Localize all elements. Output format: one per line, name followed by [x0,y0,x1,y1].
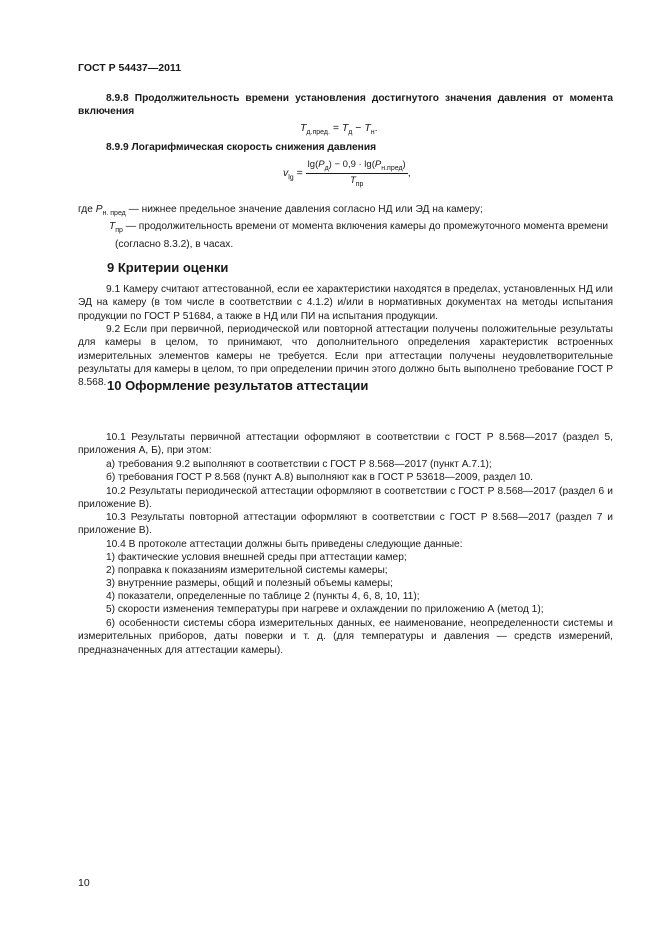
list-item-3: 3) внутренние размеры, общий и полезный объемы камеры; [106,578,393,589]
paragraph-10-1: 10.1 Результаты первичной аттестации оформляют в соответствии с ГОСТ Р 8.568—2017 (раздел 5, приложения А, Б), при этом: [78,432,613,457]
paragraph-10-4: 10.4 В протоколе аттестации должны быть приведены следующие данные: [106,539,463,550]
paragraph-10-2: 10.2 Результаты периодической аттестации оформляют в соответствии с ГОСТ Р 8.568—2017 (раздел 6 и приложение В). [78,486,613,511]
page-number: 10 [78,877,90,889]
list-item-5: 5) скорости изменения температуры при нагреве и охлаждении по приложению А (метод 1); [106,604,544,615]
section-8-9-9: 8.9.9 Логарифмическая скорость снижения давления [106,142,377,153]
paragraph-9-1: 9.1 Камеру считают аттестованной, если ее характеристики находятся в пределах, установленных НД или ЭД на камеру (в том числе в соответствии с 4.1.2) и/или в нормативных документах на методы испытания продукции по ГОСТ Р 51684, а также в НД или ПИ на испытания продукции. [78,284,613,322]
paragraph-9-2: 9.2 Если при первичной, периодической или повторной аттестации получены положительные результаты для камеры в целом, то принимают, что дополнительного определения характеристик встроенных измерительных элементов камеры не требуется. Если при аттестации получены неудовлетворительные результаты для камеры в целом, то при определении причин этого должно быть выполнено требование ГОСТ Р 8.568. [78,324,613,389]
paragraph-10-3: 10.3 Результаты повторной аттестации оформляют в соответствии с ГОСТ Р 8.568—2017 (раздел 7 и приложение В). [78,512,613,537]
list-item-1: 1) фактические условия внешней среды при аттестации камер; [106,552,407,563]
list-item-4: 4) показатели, определенные по таблице 2 (пункты 4, 6, 8, 10, 11); [106,591,420,602]
section-8-9-8: 8.9.8 Продолжительность времени установления достигнутого значения давления от момента включения [78,93,613,118]
formula-fraction: $\frac{\lg(P_д) - 0,9 \cdot \lg(P_{н.пред})}{T_{пр}}$ [307,159,406,188]
list-item-2: 2) поправка к показаниям измерительной системы камеры; [106,565,388,576]
paragraph-10-1-b: б) требования ГОСТ Р 8.568 (пункт А.8) выполняют как в ГОСТ Р 53618—2009, раздел 10. [106,472,534,483]
formula-log-rate: $v_{lg}$ = $\frac{\lg(P_д) - 0,9 \cdot \lg(P_{н.пред})}{T_{пр}}$ , [283,159,411,188]
list-item-6: 6) особенности системы сбора измерительных данных, ее наименование, неопределенности системы и измерительных приборов, даты поверки и т. д. (для температуры и давления — средств измерений, предназначенных для аттестации камеры). [78,618,613,656]
paragraph-10-1-a: а) требования 9.2 выполняют в соответствии с ГОСТ Р 8.568—2017 (пункт А.7.1); [106,459,492,470]
heading-section-10: 10 Оформление результатов аттестации [107,378,369,393]
where-block [78,203,618,251]
where-line-2: $T_{пр}$ — продолжительность времени от момента включения камеры до промежуточного момента времени (согласно 8.3.2), в часах. [109,221,609,250]
heading-section-9: 9 Критерии оценки [107,260,229,275]
document-header: ГОСТ Р 54437—2011 [78,62,182,74]
where-line-1: где $P_{н. пред}$ — нижнее предельное значение давления согласно НД или ЭД на камеру; [78,204,483,218]
formula-duration: $T_{д.пред.} = T_д - T_н$. [300,122,378,137]
